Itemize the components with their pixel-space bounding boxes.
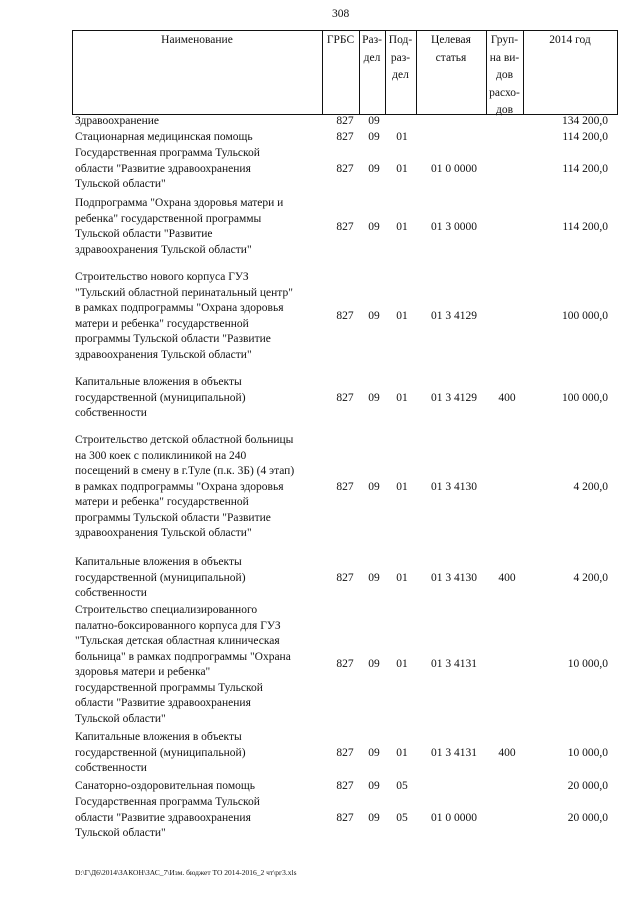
row-razdel: 09 (368, 310, 380, 322)
row-podrazdel: 01 (396, 572, 408, 584)
row-razdel: 09 (368, 392, 380, 404)
row-razdel: 09 (368, 163, 380, 175)
row-razdel: 09 (368, 131, 380, 143)
header-name: Наименование (161, 34, 233, 46)
row-podrazdel: 01 (396, 481, 408, 493)
row-grbs: 827 (336, 131, 354, 143)
row-target: 01 3 4129 (431, 392, 477, 404)
row-name: Капитальные вложения в объекты государственной (муниципальной) собственности (75, 556, 246, 599)
row-grbs: 827 (336, 392, 354, 404)
row-podrazdel: 01 (396, 131, 408, 143)
row-name: Капитальные вложения в объекты государственной (муниципальной) собственности (75, 376, 246, 419)
row-grbs: 827 (336, 481, 354, 493)
row-razdel: 09 (368, 481, 380, 493)
row-amount: 114 200,0 (562, 131, 608, 143)
row-target: 01 3 4131 (431, 658, 477, 670)
row-amount: 20 000,0 (567, 780, 608, 792)
row-podrazdel: 01 (396, 392, 408, 404)
header-group: Груп- на ви- дов расхо- дов (489, 34, 520, 116)
row-name: Капитальные вложения в объекты государственной (муниципальной) собственности (75, 731, 246, 774)
row-grbs: 827 (336, 658, 354, 670)
row-grbs: 827 (336, 163, 354, 175)
row-target: 01 3 0000 (431, 221, 477, 233)
row-podrazdel: 01 (396, 221, 408, 233)
row-target: 01 3 4130 (431, 572, 477, 584)
row-amount: 100 000,0 (562, 392, 608, 404)
row-target: 01 0 0000 (431, 163, 477, 175)
row-amount: 4 200,0 (573, 572, 608, 584)
row-grbs: 827 (336, 221, 354, 233)
row-grbs: 827 (336, 747, 354, 759)
row-target: 01 0 0000 (431, 812, 477, 824)
row-name: Государственная программа Тульской области "Развитие здравоохранения Тульской области" (75, 796, 260, 839)
row-amount: 134 200,0 (562, 115, 608, 127)
row-razdel: 09 (368, 115, 380, 127)
header-razdel: Раз- дел (362, 34, 382, 64)
row-amount: 100 000,0 (562, 310, 608, 322)
row-target: 01 3 4129 (431, 310, 477, 322)
row-podrazdel: 05 (396, 780, 408, 792)
row-name: Строительство нового корпуса ГУЗ "Тульский областной перинатальный центр" в рамках подпрограммы "Охрана здоровья матери и ребенка" государственной программы Тульской области "Развитие здравоохранения Тульской области" (75, 271, 293, 361)
row-razdel: 09 (368, 658, 380, 670)
row-razdel: 09 (368, 221, 380, 233)
row-name: Подпрограмма "Охрана здоровья матери и ребенка" государственной программы Тульской области "Развитие здравоохранения Тульской области" (75, 197, 284, 256)
header-grbs: ГРБС (326, 34, 355, 46)
row-amount: 10 000,0 (567, 747, 608, 759)
row-razdel: 09 (368, 812, 380, 824)
row-razdel: 09 (368, 572, 380, 584)
row-amount: 4 200,0 (573, 481, 608, 493)
row-name: Строительство специализированного палатно-боксированного корпуса для ГУЗ "Тульская детская областная клиническая больница" в рамках подпрограммы "Охрана здоровья матери и ребенка" государственной программы Тульской области "Развитие здравоохранения Тульской области" (75, 604, 291, 725)
page-number: 308 (332, 8, 350, 20)
row-podrazdel: 01 (396, 163, 408, 175)
row-amount: 10 000,0 (567, 658, 608, 670)
row-razdel: 09 (368, 747, 380, 759)
row-grbs: 827 (336, 780, 354, 792)
row-name: Строительство детской областной больницы на 300 коек с поликлиникой на 240 посещений в смену в г.Туле (п.к. 3Б) (4 этап) в рамках подпрограммы "Охрана здоровья матери и ребенка" государственной программы Тульской области "Развитие здравоохранения Тульской области" (75, 434, 295, 539)
row-target: 01 3 4130 (431, 481, 477, 493)
row-name: Государственная программа Тульской области "Развитие здравоохранения Тульской области" (75, 147, 260, 190)
row-group: 400 (498, 747, 516, 759)
row-grbs: 827 (336, 115, 354, 127)
row-amount: 114 200,0 (562, 163, 608, 175)
header-year: 2014 год (549, 34, 591, 46)
row-grbs: 827 (336, 310, 354, 322)
row-podrazdel: 01 (396, 747, 408, 759)
row-grbs: 827 (336, 812, 354, 824)
header-podrazdel: Под- раз- дел (388, 34, 413, 81)
row-podrazdel: 01 (396, 310, 408, 322)
row-podrazdel: 01 (396, 658, 408, 670)
row-name: Стационарная медицинская помощь (75, 131, 253, 143)
row-group: 400 (498, 572, 516, 584)
row-amount: 20 000,0 (567, 812, 608, 824)
row-group: 400 (498, 392, 516, 404)
row-grbs: 827 (336, 572, 354, 584)
row-name: Здравоохранение (75, 115, 160, 127)
header-target: Целевая статья (431, 34, 471, 64)
row-podrazdel: 05 (396, 812, 408, 824)
row-target: 01 3 4131 (431, 747, 477, 759)
file-path-footer: D:\Г\Д6\2014\ЗАКОН\ЗАС_7\Изм. бюджет ТО 2014-2016_2 чт\рг3.xls (75, 868, 297, 877)
row-name: Санаторно-оздоровительная помощь (75, 780, 255, 792)
row-amount: 114 200,0 (562, 221, 608, 233)
row-razdel: 09 (368, 780, 380, 792)
